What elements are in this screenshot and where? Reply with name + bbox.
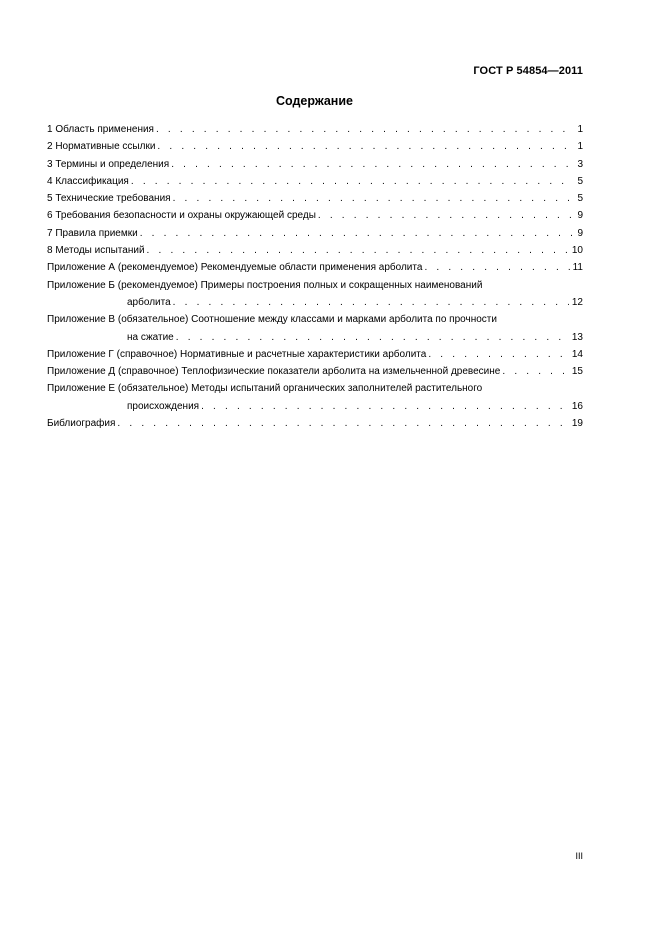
dot-leader — [173, 190, 575, 207]
toc-entry-page: 5 — [577, 193, 583, 205]
toc-entry-label: 2 Нормативные ссылки — [47, 141, 156, 153]
dot-leader — [428, 346, 569, 363]
toc-entry-page: 11 — [572, 262, 583, 274]
toc-entry-annex-e[interactable] — [47, 380, 583, 415]
toc-entry-label: происхождения — [127, 400, 200, 412]
toc-entry-label: 7 Правила приемки — [47, 227, 138, 239]
toc-entry-label: на сжатие — [127, 331, 174, 343]
toc-entry-label-line1: Приложение Б (рекомендуемое) Примеры построения полных и сокращенных наименований — [47, 279, 483, 291]
toc-entry-label: 8 Методы испытаний — [47, 245, 145, 257]
toc-entry-annex-v[interactable] — [47, 311, 583, 346]
toc-entry-label: 4 Классификация — [47, 175, 129, 187]
toc-entry-acceptance-rules[interactable] — [47, 225, 583, 242]
dot-leader — [424, 259, 569, 276]
dot-leader — [140, 225, 575, 242]
toc-entry-annex-g[interactable] — [47, 346, 583, 363]
toc-entry-technical-requirements[interactable] — [47, 190, 583, 207]
toc-entry-page: 9 — [577, 210, 583, 222]
dot-leader — [318, 207, 575, 224]
toc-entry-page: 3 — [577, 158, 583, 170]
dot-leader — [117, 415, 568, 432]
toc-entry-page: 1 — [577, 124, 583, 135]
toc-entry-label: Приложение Д (справочное) Теплофизические показатели арболита на измельченной древесине — [47, 366, 501, 378]
toc-entry-page: 19 — [571, 418, 583, 430]
toc-entry-classification[interactable] — [47, 173, 583, 190]
toc-entry-page: 13 — [571, 331, 583, 343]
toc-entry-label: Приложение Г (справочное) Нормативные и расчетные характеристики арболита — [47, 348, 427, 360]
dot-leader — [147, 242, 569, 259]
toc-entry-scope[interactable] — [47, 121, 583, 138]
dot-leader — [156, 121, 574, 138]
toc-entry-page: 10 — [571, 245, 583, 257]
table-of-contents — [47, 121, 583, 432]
toc-entry-label: 5 Технические требования — [47, 193, 171, 205]
toc-entry-test-methods[interactable] — [47, 242, 583, 259]
toc-entry-label-line1: Приложение В (обязательное) Соотношение между классами и марками арболита по прочности — [47, 314, 497, 326]
dot-leader — [176, 329, 569, 346]
dot-leader — [131, 173, 575, 190]
toc-entry-page: 14 — [571, 348, 583, 360]
toc-entry-label: 1 Область применения — [47, 124, 154, 135]
dot-leader — [171, 156, 574, 173]
toc-entry-page: 15 — [571, 366, 583, 378]
toc-entry-bibliography[interactable] — [47, 415, 583, 432]
toc-entry-page: 12 — [571, 296, 583, 308]
toc-entry-label: арболита — [127, 296, 171, 308]
toc-entry-annex-a[interactable] — [47, 259, 583, 276]
toc-entry-page: 5 — [577, 175, 583, 187]
toc-entry-label: Приложение А (рекомендуемое) Рекомендуемые области применения арболита — [47, 262, 423, 274]
dot-leader — [173, 294, 569, 311]
toc-entry-page: 9 — [577, 227, 583, 239]
page-number: III — [575, 851, 583, 861]
toc-entry-label: 3 Термины и определения — [47, 158, 170, 170]
toc-entry-page: 16 — [571, 400, 583, 412]
document-code: ГОСТ Р 54854—2011 — [473, 65, 583, 77]
toc-entry-label: Библиография — [47, 418, 116, 430]
toc-entry-normative-references[interactable] — [47, 138, 583, 155]
toc-title: Содержание — [275, 94, 353, 108]
dot-leader — [157, 138, 574, 155]
toc-entry-label-line1: Приложение Е (обязательное) Методы испытаний органических заполнителей растительного — [47, 383, 483, 395]
toc-entry-annex-b[interactable] — [47, 277, 583, 312]
toc-entry-annex-d[interactable] — [47, 363, 583, 380]
toc-entry-label: 6 Требования безопасности и охраны окружающей среды — [47, 210, 316, 222]
toc-entry-page: 1 — [577, 141, 583, 153]
toc-entry-safety-requirements[interactable] — [47, 207, 583, 224]
dot-leader — [201, 398, 569, 415]
toc-entry-terms[interactable] — [47, 156, 583, 173]
dot-leader — [502, 363, 569, 380]
